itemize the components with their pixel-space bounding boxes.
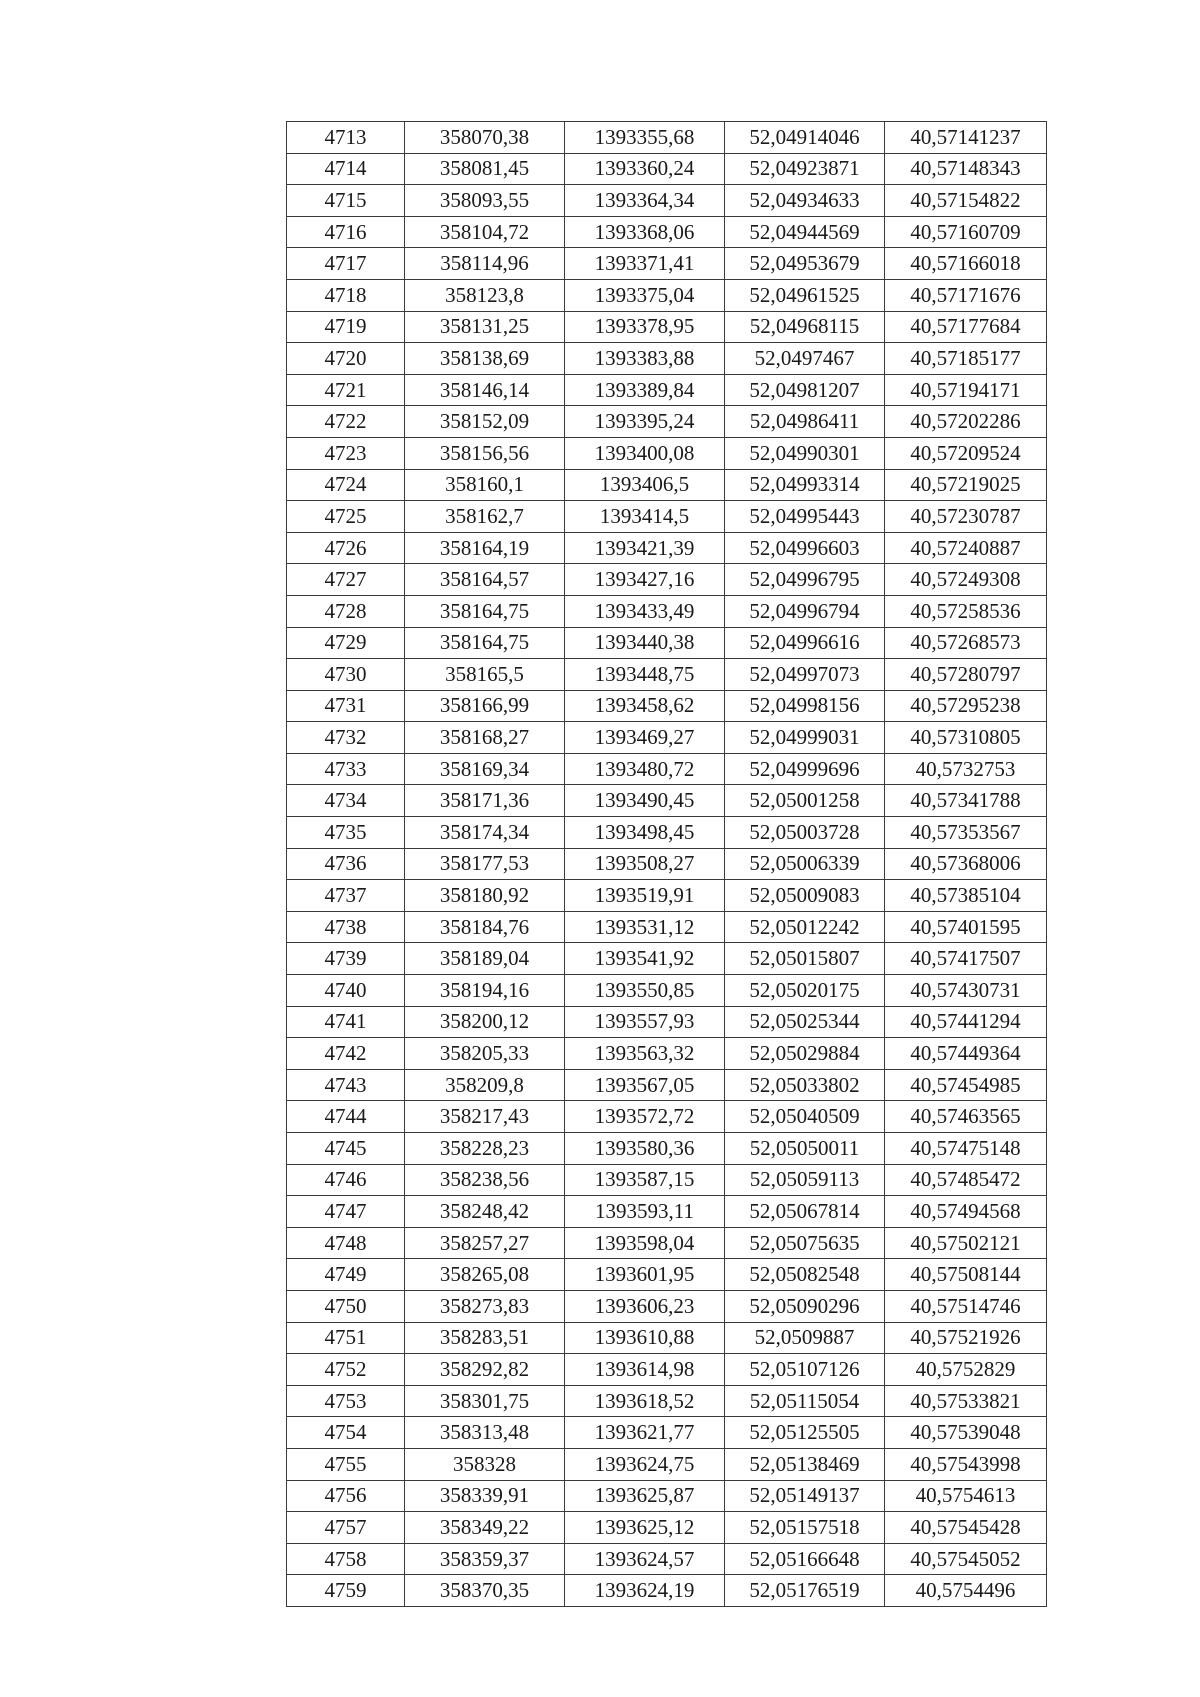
latitude-cell: 52,04999031 [725, 722, 885, 754]
y-coordinate-cell: 1393625,12 [565, 1512, 725, 1544]
y-coordinate-cell: 1393624,75 [565, 1448, 725, 1480]
x-coordinate-cell: 358138,69 [405, 343, 565, 375]
y-coordinate-cell: 1393601,95 [565, 1259, 725, 1291]
longitude-cell: 40,57353567 [885, 817, 1047, 849]
longitude-cell: 40,57545052 [885, 1543, 1047, 1575]
longitude-cell: 40,57494568 [885, 1196, 1047, 1228]
longitude-cell: 40,57166018 [885, 248, 1047, 280]
point-number-cell: 4758 [287, 1543, 405, 1575]
table-row [287, 1575, 1047, 1607]
longitude-cell: 40,57171676 [885, 279, 1047, 311]
longitude-cell: 40,57194171 [885, 374, 1047, 406]
longitude-cell: 40,57463565 [885, 1101, 1047, 1133]
longitude-cell: 40,57514746 [885, 1290, 1047, 1322]
table-row [287, 564, 1047, 596]
y-coordinate-cell: 1393360,24 [565, 153, 725, 185]
x-coordinate-cell: 358292,82 [405, 1354, 565, 1386]
point-number-cell: 4753 [287, 1385, 405, 1417]
table-row [287, 374, 1047, 406]
x-coordinate-cell: 358165,5 [405, 659, 565, 691]
longitude-cell: 40,57430731 [885, 975, 1047, 1007]
point-number-cell: 4740 [287, 975, 405, 1007]
x-coordinate-cell: 358217,43 [405, 1101, 565, 1133]
x-coordinate-cell: 358070,38 [405, 122, 565, 154]
table-row [287, 753, 1047, 785]
longitude-cell: 40,57533821 [885, 1385, 1047, 1417]
longitude-cell: 40,57177684 [885, 311, 1047, 343]
point-number-cell: 4736 [287, 848, 405, 880]
y-coordinate-cell: 1393433,49 [565, 595, 725, 627]
point-number-cell: 4716 [287, 216, 405, 248]
point-number-cell: 4729 [287, 627, 405, 659]
x-coordinate-cell: 358081,45 [405, 153, 565, 185]
point-number-cell: 4739 [287, 943, 405, 975]
longitude-cell: 40,57154822 [885, 185, 1047, 217]
point-number-cell: 4734 [287, 785, 405, 817]
x-coordinate-cell: 358273,83 [405, 1290, 565, 1322]
latitude-cell: 52,05115054 [725, 1385, 885, 1417]
point-number-cell: 4714 [287, 153, 405, 185]
longitude-cell: 40,5754613 [885, 1480, 1047, 1512]
table-row [287, 848, 1047, 880]
table-row [287, 1480, 1047, 1512]
latitude-cell: 52,04996616 [725, 627, 885, 659]
x-coordinate-cell: 358174,34 [405, 817, 565, 849]
y-coordinate-cell: 1393368,06 [565, 216, 725, 248]
longitude-cell: 40,57475148 [885, 1133, 1047, 1165]
y-coordinate-cell: 1393371,41 [565, 248, 725, 280]
table-row [287, 785, 1047, 817]
table-row [287, 1354, 1047, 1386]
coordinates-table [286, 121, 1047, 1607]
latitude-cell: 52,04996603 [725, 532, 885, 564]
latitude-cell: 52,04934633 [725, 185, 885, 217]
latitude-cell: 52,05075635 [725, 1227, 885, 1259]
x-coordinate-cell: 358238,56 [405, 1164, 565, 1196]
y-coordinate-cell: 1393531,12 [565, 911, 725, 943]
y-coordinate-cell: 1393400,08 [565, 437, 725, 469]
latitude-cell: 52,05033802 [725, 1069, 885, 1101]
x-coordinate-cell: 358160,1 [405, 469, 565, 501]
latitude-cell: 52,04997073 [725, 659, 885, 691]
table-row [287, 1385, 1047, 1417]
longitude-cell: 40,57545428 [885, 1512, 1047, 1544]
x-coordinate-cell: 358164,19 [405, 532, 565, 564]
table-row [287, 279, 1047, 311]
table-row [287, 311, 1047, 343]
latitude-cell: 52,04953679 [725, 248, 885, 280]
y-coordinate-cell: 1393541,92 [565, 943, 725, 975]
longitude-cell: 40,57543998 [885, 1448, 1047, 1480]
point-number-cell: 4724 [287, 469, 405, 501]
latitude-cell: 52,04923871 [725, 153, 885, 185]
y-coordinate-cell: 1393606,23 [565, 1290, 725, 1322]
latitude-cell: 52,05001258 [725, 785, 885, 817]
table-row [287, 817, 1047, 849]
latitude-cell: 52,04993314 [725, 469, 885, 501]
point-number-cell: 4738 [287, 911, 405, 943]
table-row [287, 501, 1047, 533]
y-coordinate-cell: 1393364,34 [565, 185, 725, 217]
table-row [287, 406, 1047, 438]
table-row [287, 1448, 1047, 1480]
table-row [287, 437, 1047, 469]
longitude-cell: 40,57539048 [885, 1417, 1047, 1449]
point-number-cell: 4725 [287, 501, 405, 533]
x-coordinate-cell: 358189,04 [405, 943, 565, 975]
y-coordinate-cell: 1393624,19 [565, 1575, 725, 1607]
longitude-cell: 40,57368006 [885, 848, 1047, 880]
longitude-cell: 40,57295238 [885, 690, 1047, 722]
y-coordinate-cell: 1393580,36 [565, 1133, 725, 1165]
longitude-cell: 40,57141237 [885, 122, 1047, 154]
longitude-cell: 40,57449364 [885, 1038, 1047, 1070]
table-row [287, 659, 1047, 691]
table-row [287, 1133, 1047, 1165]
x-coordinate-cell: 358164,75 [405, 595, 565, 627]
latitude-cell: 52,05138469 [725, 1448, 885, 1480]
point-number-cell: 4742 [287, 1038, 405, 1070]
latitude-cell: 52,05157518 [725, 1512, 885, 1544]
table-row [287, 690, 1047, 722]
x-coordinate-cell: 358164,75 [405, 627, 565, 659]
y-coordinate-cell: 1393624,57 [565, 1543, 725, 1575]
latitude-cell: 52,04995443 [725, 501, 885, 533]
longitude-cell: 40,57268573 [885, 627, 1047, 659]
point-number-cell: 4754 [287, 1417, 405, 1449]
x-coordinate-cell: 358104,72 [405, 216, 565, 248]
longitude-cell: 40,5754496 [885, 1575, 1047, 1607]
point-number-cell: 4727 [287, 564, 405, 596]
latitude-cell: 52,05006339 [725, 848, 885, 880]
y-coordinate-cell: 1393355,68 [565, 122, 725, 154]
x-coordinate-cell: 358177,53 [405, 848, 565, 880]
y-coordinate-cell: 1393480,72 [565, 753, 725, 785]
x-coordinate-cell: 358200,12 [405, 1006, 565, 1038]
latitude-cell: 52,04944569 [725, 216, 885, 248]
latitude-cell: 52,05107126 [725, 1354, 885, 1386]
point-number-cell: 4750 [287, 1290, 405, 1322]
latitude-cell: 52,05009083 [725, 880, 885, 912]
table-row [287, 595, 1047, 627]
table-row [287, 880, 1047, 912]
table-row [287, 343, 1047, 375]
table-row [287, 1227, 1047, 1259]
latitude-cell: 52,04914046 [725, 122, 885, 154]
y-coordinate-cell: 1393448,75 [565, 659, 725, 691]
y-coordinate-cell: 1393469,27 [565, 722, 725, 754]
y-coordinate-cell: 1393389,84 [565, 374, 725, 406]
x-coordinate-cell: 358359,37 [405, 1543, 565, 1575]
latitude-cell: 52,05166648 [725, 1543, 885, 1575]
point-number-cell: 4733 [287, 753, 405, 785]
latitude-cell: 52,05082548 [725, 1259, 885, 1291]
table-row [287, 943, 1047, 975]
latitude-cell: 52,05012242 [725, 911, 885, 943]
x-coordinate-cell: 358301,75 [405, 1385, 565, 1417]
longitude-cell: 40,57209524 [885, 437, 1047, 469]
latitude-cell: 52,04968115 [725, 311, 885, 343]
x-coordinate-cell: 358171,36 [405, 785, 565, 817]
table-row [287, 627, 1047, 659]
x-coordinate-cell: 358168,27 [405, 722, 565, 754]
x-coordinate-cell: 358131,25 [405, 311, 565, 343]
y-coordinate-cell: 1393490,45 [565, 785, 725, 817]
y-coordinate-cell: 1393440,38 [565, 627, 725, 659]
longitude-cell: 40,57230787 [885, 501, 1047, 533]
point-number-cell: 4748 [287, 1227, 405, 1259]
x-coordinate-cell: 358184,76 [405, 911, 565, 943]
x-coordinate-cell: 358166,99 [405, 690, 565, 722]
y-coordinate-cell: 1393557,93 [565, 1006, 725, 1038]
point-number-cell: 4719 [287, 311, 405, 343]
y-coordinate-cell: 1393519,91 [565, 880, 725, 912]
latitude-cell: 52,05050011 [725, 1133, 885, 1165]
longitude-cell: 40,57485472 [885, 1164, 1047, 1196]
longitude-cell: 40,57341788 [885, 785, 1047, 817]
longitude-cell: 40,5752829 [885, 1354, 1047, 1386]
point-number-cell: 4756 [287, 1480, 405, 1512]
x-coordinate-cell: 358339,91 [405, 1480, 565, 1512]
latitude-cell: 52,0509887 [725, 1322, 885, 1354]
table-row [287, 1006, 1047, 1038]
latitude-cell: 52,05040509 [725, 1101, 885, 1133]
latitude-cell: 52,04999696 [725, 753, 885, 785]
point-number-cell: 4730 [287, 659, 405, 691]
longitude-cell: 40,57508144 [885, 1259, 1047, 1291]
table-row [287, 1417, 1047, 1449]
point-number-cell: 4745 [287, 1133, 405, 1165]
latitude-cell: 52,04990301 [725, 437, 885, 469]
y-coordinate-cell: 1393618,52 [565, 1385, 725, 1417]
x-coordinate-cell: 358328 [405, 1448, 565, 1480]
table-row [287, 1038, 1047, 1070]
point-number-cell: 4749 [287, 1259, 405, 1291]
point-number-cell: 4744 [287, 1101, 405, 1133]
point-number-cell: 4726 [287, 532, 405, 564]
y-coordinate-cell: 1393383,88 [565, 343, 725, 375]
x-coordinate-cell: 358313,48 [405, 1417, 565, 1449]
table-row [287, 911, 1047, 943]
latitude-cell: 52,05003728 [725, 817, 885, 849]
x-coordinate-cell: 358162,7 [405, 501, 565, 533]
longitude-cell: 40,57258536 [885, 595, 1047, 627]
x-coordinate-cell: 358349,22 [405, 1512, 565, 1544]
y-coordinate-cell: 1393458,62 [565, 690, 725, 722]
longitude-cell: 40,57401595 [885, 911, 1047, 943]
longitude-cell: 40,57385104 [885, 880, 1047, 912]
point-number-cell: 4718 [287, 279, 405, 311]
table-row [287, 216, 1047, 248]
latitude-cell: 52,04996795 [725, 564, 885, 596]
latitude-cell: 52,05015807 [725, 943, 885, 975]
point-number-cell: 4723 [287, 437, 405, 469]
point-number-cell: 4751 [287, 1322, 405, 1354]
y-coordinate-cell: 1393563,32 [565, 1038, 725, 1070]
table-row [287, 153, 1047, 185]
point-number-cell: 4735 [287, 817, 405, 849]
table-row [287, 1259, 1047, 1291]
latitude-cell: 52,05090296 [725, 1290, 885, 1322]
latitude-cell: 52,0497467 [725, 343, 885, 375]
y-coordinate-cell: 1393508,27 [565, 848, 725, 880]
y-coordinate-cell: 1393421,39 [565, 532, 725, 564]
coordinates-table-body [287, 122, 1047, 1607]
latitude-cell: 52,05025344 [725, 1006, 885, 1038]
longitude-cell: 40,57454985 [885, 1069, 1047, 1101]
x-coordinate-cell: 358283,51 [405, 1322, 565, 1354]
y-coordinate-cell: 1393567,05 [565, 1069, 725, 1101]
y-coordinate-cell: 1393572,72 [565, 1101, 725, 1133]
latitude-cell: 52,04981207 [725, 374, 885, 406]
latitude-cell: 52,05067814 [725, 1196, 885, 1228]
longitude-cell: 40,57441294 [885, 1006, 1047, 1038]
point-number-cell: 4747 [287, 1196, 405, 1228]
y-coordinate-cell: 1393550,85 [565, 975, 725, 1007]
latitude-cell: 52,04996794 [725, 595, 885, 627]
latitude-cell: 52,05125505 [725, 1417, 885, 1449]
point-number-cell: 4741 [287, 1006, 405, 1038]
y-coordinate-cell: 1393621,77 [565, 1417, 725, 1449]
y-coordinate-cell: 1393406,5 [565, 469, 725, 501]
point-number-cell: 4722 [287, 406, 405, 438]
latitude-cell: 52,05059113 [725, 1164, 885, 1196]
y-coordinate-cell: 1393610,88 [565, 1322, 725, 1354]
point-number-cell: 4752 [287, 1354, 405, 1386]
x-coordinate-cell: 358209,8 [405, 1069, 565, 1101]
longitude-cell: 40,57249308 [885, 564, 1047, 596]
table-row [287, 122, 1047, 154]
latitude-cell: 52,05149137 [725, 1480, 885, 1512]
y-coordinate-cell: 1393598,04 [565, 1227, 725, 1259]
longitude-cell: 40,5732753 [885, 753, 1047, 785]
x-coordinate-cell: 358164,57 [405, 564, 565, 596]
longitude-cell: 40,57160709 [885, 216, 1047, 248]
longitude-cell: 40,57240887 [885, 532, 1047, 564]
x-coordinate-cell: 358114,96 [405, 248, 565, 280]
x-coordinate-cell: 358156,56 [405, 437, 565, 469]
table-row [287, 469, 1047, 501]
table-row [287, 1069, 1047, 1101]
y-coordinate-cell: 1393378,95 [565, 311, 725, 343]
x-coordinate-cell: 358248,42 [405, 1196, 565, 1228]
x-coordinate-cell: 358205,33 [405, 1038, 565, 1070]
latitude-cell: 52,04986411 [725, 406, 885, 438]
point-number-cell: 4728 [287, 595, 405, 627]
x-coordinate-cell: 358180,92 [405, 880, 565, 912]
longitude-cell: 40,57280797 [885, 659, 1047, 691]
latitude-cell: 52,04998156 [725, 690, 885, 722]
y-coordinate-cell: 1393587,15 [565, 1164, 725, 1196]
table-row [287, 1322, 1047, 1354]
x-coordinate-cell: 358228,23 [405, 1133, 565, 1165]
y-coordinate-cell: 1393375,04 [565, 279, 725, 311]
x-coordinate-cell: 358257,27 [405, 1227, 565, 1259]
y-coordinate-cell: 1393395,24 [565, 406, 725, 438]
latitude-cell: 52,04961525 [725, 279, 885, 311]
longitude-cell: 40,57185177 [885, 343, 1047, 375]
point-number-cell: 4746 [287, 1164, 405, 1196]
table-row [287, 1101, 1047, 1133]
table-row [287, 532, 1047, 564]
table-row [287, 1164, 1047, 1196]
point-number-cell: 4759 [287, 1575, 405, 1607]
point-number-cell: 4721 [287, 374, 405, 406]
table-row [287, 248, 1047, 280]
latitude-cell: 52,05029884 [725, 1038, 885, 1070]
table-row [287, 1543, 1047, 1575]
longitude-cell: 40,57521926 [885, 1322, 1047, 1354]
longitude-cell: 40,57502121 [885, 1227, 1047, 1259]
table-row [287, 1196, 1047, 1228]
x-coordinate-cell: 358093,55 [405, 185, 565, 217]
y-coordinate-cell: 1393614,98 [565, 1354, 725, 1386]
x-coordinate-cell: 358152,09 [405, 406, 565, 438]
x-coordinate-cell: 358265,08 [405, 1259, 565, 1291]
point-number-cell: 4731 [287, 690, 405, 722]
latitude-cell: 52,05176519 [725, 1575, 885, 1607]
longitude-cell: 40,57148343 [885, 153, 1047, 185]
x-coordinate-cell: 358123,8 [405, 279, 565, 311]
y-coordinate-cell: 1393498,45 [565, 817, 725, 849]
point-number-cell: 4715 [287, 185, 405, 217]
point-number-cell: 4732 [287, 722, 405, 754]
point-number-cell: 4720 [287, 343, 405, 375]
point-number-cell: 4713 [287, 122, 405, 154]
y-coordinate-cell: 1393414,5 [565, 501, 725, 533]
longitude-cell: 40,57417507 [885, 943, 1047, 975]
table-row [287, 1290, 1047, 1322]
table-row [287, 1512, 1047, 1544]
point-number-cell: 4737 [287, 880, 405, 912]
x-coordinate-cell: 358194,16 [405, 975, 565, 1007]
y-coordinate-cell: 1393593,11 [565, 1196, 725, 1228]
y-coordinate-cell: 1393625,87 [565, 1480, 725, 1512]
table-row [287, 722, 1047, 754]
x-coordinate-cell: 358370,35 [405, 1575, 565, 1607]
point-number-cell: 4717 [287, 248, 405, 280]
x-coordinate-cell: 358146,14 [405, 374, 565, 406]
point-number-cell: 4755 [287, 1448, 405, 1480]
y-coordinate-cell: 1393427,16 [565, 564, 725, 596]
longitude-cell: 40,57310805 [885, 722, 1047, 754]
point-number-cell: 4757 [287, 1512, 405, 1544]
longitude-cell: 40,57202286 [885, 406, 1047, 438]
x-coordinate-cell: 358169,34 [405, 753, 565, 785]
point-number-cell: 4743 [287, 1069, 405, 1101]
longitude-cell: 40,57219025 [885, 469, 1047, 501]
table-row [287, 185, 1047, 217]
latitude-cell: 52,05020175 [725, 975, 885, 1007]
table-row [287, 975, 1047, 1007]
